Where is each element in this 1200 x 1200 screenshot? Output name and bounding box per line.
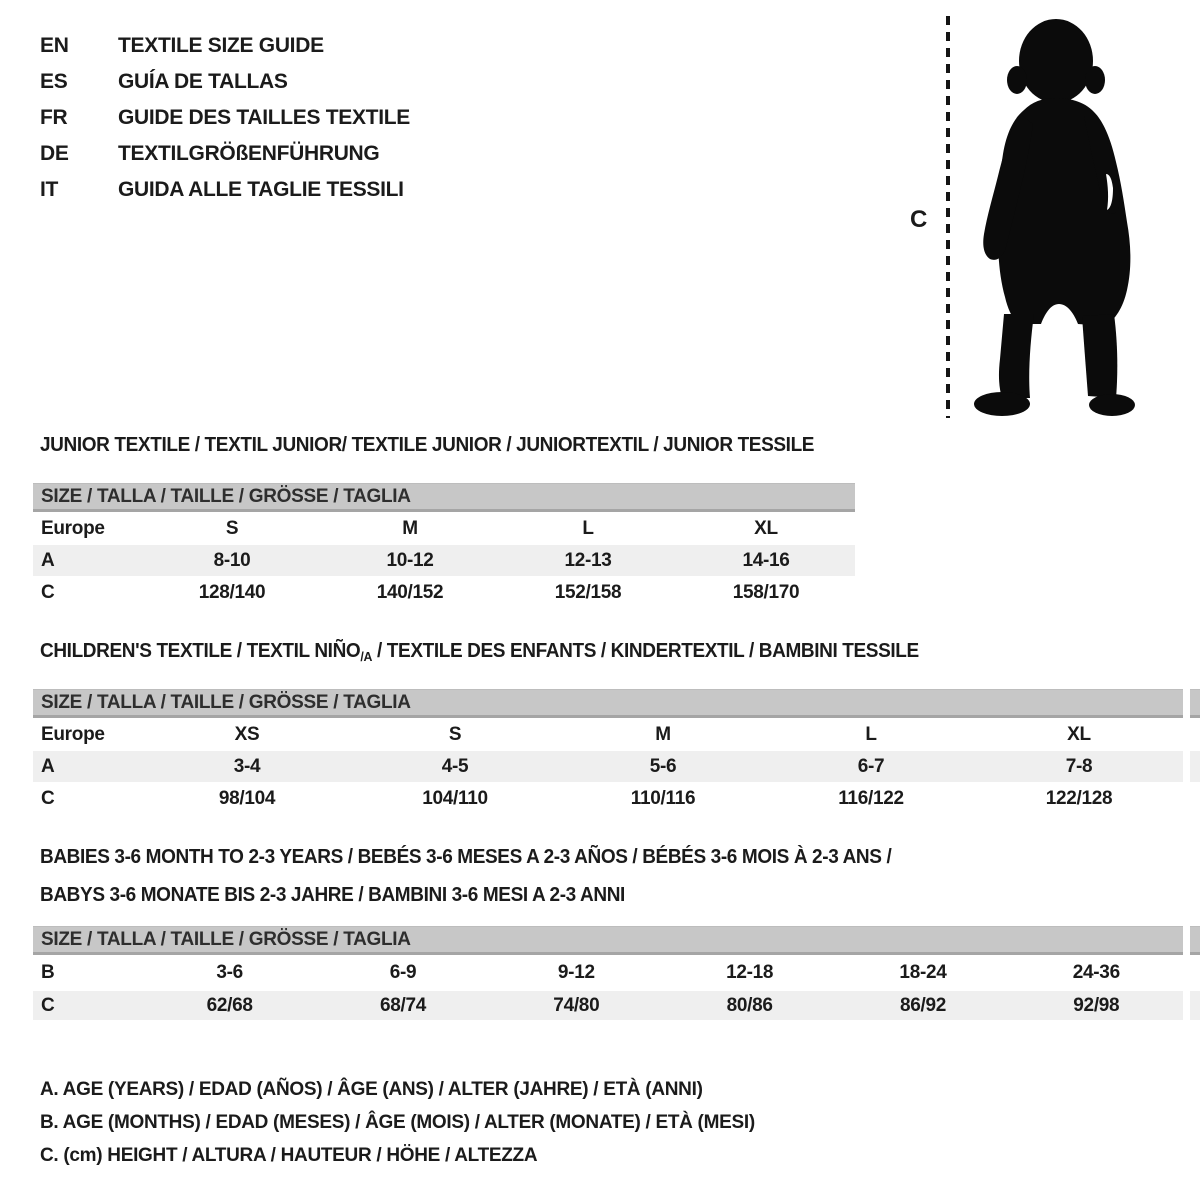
- size-header-text: SIZE / TALLA / TAILLE / GRÖSSE / TAGLIA: [41, 485, 411, 507]
- value-cell: 122/128: [1045, 787, 1113, 809]
- table-edge-sliver: [1190, 991, 1200, 1020]
- table-row-height: [33, 991, 1183, 1020]
- language-title: TEXTILGRÖßENFÜHRUNG: [118, 142, 380, 165]
- value-cell: 12-13: [564, 549, 612, 571]
- value-cell: 68/74: [379, 994, 427, 1016]
- value-cell: 104/110: [422, 787, 488, 809]
- size-cell: S: [225, 517, 239, 539]
- toddler-silhouette-icon: [962, 14, 1142, 419]
- language-row-fr: [40, 100, 410, 136]
- language-row-es: [40, 64, 410, 100]
- size-cell: S: [448, 723, 462, 745]
- value-cell: 9-12: [557, 962, 595, 983]
- value-cell: 98/104: [218, 787, 276, 809]
- value-cell: 6-9: [389, 962, 417, 983]
- table-row-height: [33, 576, 855, 609]
- value-cell: 7-8: [1065, 755, 1093, 777]
- table-row-europe: [33, 512, 855, 545]
- table-row-age: [33, 545, 855, 576]
- value-cell: 8-10: [213, 549, 251, 571]
- table-row-europe: [33, 718, 1183, 751]
- table-row-age-months: [33, 955, 1183, 991]
- value-cell: 14-16: [742, 549, 790, 571]
- height-measure-dashed-line: [946, 16, 950, 418]
- size-cell: L: [865, 723, 877, 745]
- value-cell: 86/92: [899, 994, 946, 1016]
- value-cell: 152/158: [554, 581, 622, 603]
- legend-line-c: C. (cm) HEIGHT / ALTURA / HAUTEUR / HÖHE / ALTEZZA: [40, 1144, 538, 1166]
- table-edge-sliver: [1190, 926, 1200, 955]
- size-cell: M: [402, 517, 418, 539]
- table-edge-sliver: [1190, 751, 1200, 782]
- language-code: IT: [40, 178, 59, 201]
- size-header-band: [33, 483, 855, 512]
- value-cell: 74/80: [553, 994, 600, 1016]
- section-title-text: / TEXTILE DES ENFANTS / KINDERTEXTIL / BAMBINI TESSILE: [372, 640, 919, 662]
- babies-size-table: [33, 926, 1183, 1020]
- row-label: Europe: [41, 517, 105, 539]
- value-cell: 12-18: [726, 962, 774, 983]
- section-title-subscript: /A: [360, 649, 373, 664]
- size-header-band: [33, 926, 1183, 955]
- value-cell: 3-6: [216, 962, 243, 983]
- language-row-de: [40, 136, 410, 172]
- section-title-babies-line2: [40, 884, 625, 907]
- language-title: TEXTILE SIZE GUIDE: [118, 34, 324, 57]
- size-header-text: SIZE / TALLA / TAILLE / GRÖSSE / TAGLIA: [41, 691, 411, 713]
- section-title-text: BABYS 3-6 MONATE BIS 2-3 JAHRE / BAMBINI 3-6 MESI A 2-3 ANNI: [40, 884, 625, 906]
- table-row-height: [33, 782, 1183, 815]
- size-header-text: SIZE / TALLA / TAILLE / GRÖSSE / TAGLIA: [41, 928, 411, 950]
- legend-line-a: A. AGE (YEARS) / EDAD (AÑOS) / ÂGE (ANS) / ALTER (JAHRE) / ETÀ (ANNI): [40, 1078, 703, 1100]
- value-cell: 140/152: [376, 581, 444, 603]
- table-edge-sliver: [1190, 689, 1200, 718]
- section-title-junior: [40, 434, 814, 457]
- language-code: DE: [40, 142, 69, 165]
- legend: [40, 1073, 755, 1172]
- junior-size-table: [33, 483, 855, 609]
- row-label: C: [41, 787, 55, 809]
- value-cell: 6-7: [857, 755, 885, 777]
- section-title-babies-line1: [40, 846, 891, 869]
- row-label: B: [41, 962, 55, 983]
- row-label: Europe: [41, 723, 105, 745]
- row-label: C: [41, 994, 55, 1016]
- language-code: FR: [40, 106, 68, 129]
- size-cell: XL: [1067, 723, 1091, 745]
- language-title: GUIDE DES TAILLES TEXTILE: [118, 106, 410, 129]
- value-cell: 24-36: [1072, 962, 1120, 983]
- value-cell: 18-24: [899, 962, 947, 983]
- language-title: GUIDA ALLE TAGLIE TESSILI: [118, 178, 404, 201]
- value-cell: 3-4: [233, 755, 261, 777]
- value-cell: 158/170: [732, 581, 800, 603]
- language-title: GUÍA DE TALLAS: [118, 70, 288, 93]
- section-title-text: JUNIOR TEXTILE / TEXTIL JUNIOR/ TEXTILE JUNIOR / JUNIORTEXTIL / JUNIOR TESSILE: [40, 434, 815, 456]
- row-label: A: [41, 755, 55, 777]
- row-label: A: [41, 549, 55, 571]
- legend-line-b: B. AGE (MONTHS) / EDAD (MESES) / ÂGE (MOIS) / ALTER (MONATE) / ETÀ (MESI): [40, 1111, 755, 1133]
- language-code: EN: [40, 34, 69, 57]
- section-title-text: BABIES 3-6 MONTH TO 2-3 YEARS / BEBÉS 3-6 MESES A 2-3 AÑOS / BÉBÉS 3-6 MOIS À 2-3 ANS /: [40, 846, 892, 868]
- size-cell: XL: [754, 517, 778, 539]
- value-cell: 116/122: [838, 787, 904, 809]
- size-cell: XS: [234, 723, 260, 745]
- value-cell: 10-12: [386, 549, 434, 571]
- value-cell: 128/140: [198, 581, 266, 603]
- language-header: [40, 28, 410, 208]
- height-measure-label: C: [910, 206, 928, 233]
- children-size-table: [33, 689, 1183, 815]
- value-cell: 80/86: [726, 994, 773, 1016]
- value-cell: 4-5: [441, 755, 469, 777]
- language-row-it: [40, 172, 410, 208]
- section-title-children: [40, 640, 919, 663]
- value-cell: 62/68: [206, 994, 253, 1016]
- value-cell: 110/116: [630, 787, 696, 809]
- size-cell: L: [582, 517, 594, 539]
- section-title-text: CHILDREN'S TEXTILE / TEXTIL NIÑO: [40, 640, 361, 662]
- size-header-band: [33, 689, 1183, 718]
- value-cell: 92/98: [1073, 994, 1120, 1016]
- row-label: C: [41, 581, 55, 603]
- size-cell: M: [655, 723, 671, 745]
- value-cell: 5-6: [649, 755, 677, 777]
- language-row-en: [40, 28, 410, 64]
- language-code: ES: [40, 70, 68, 93]
- table-row-age: [33, 751, 1183, 782]
